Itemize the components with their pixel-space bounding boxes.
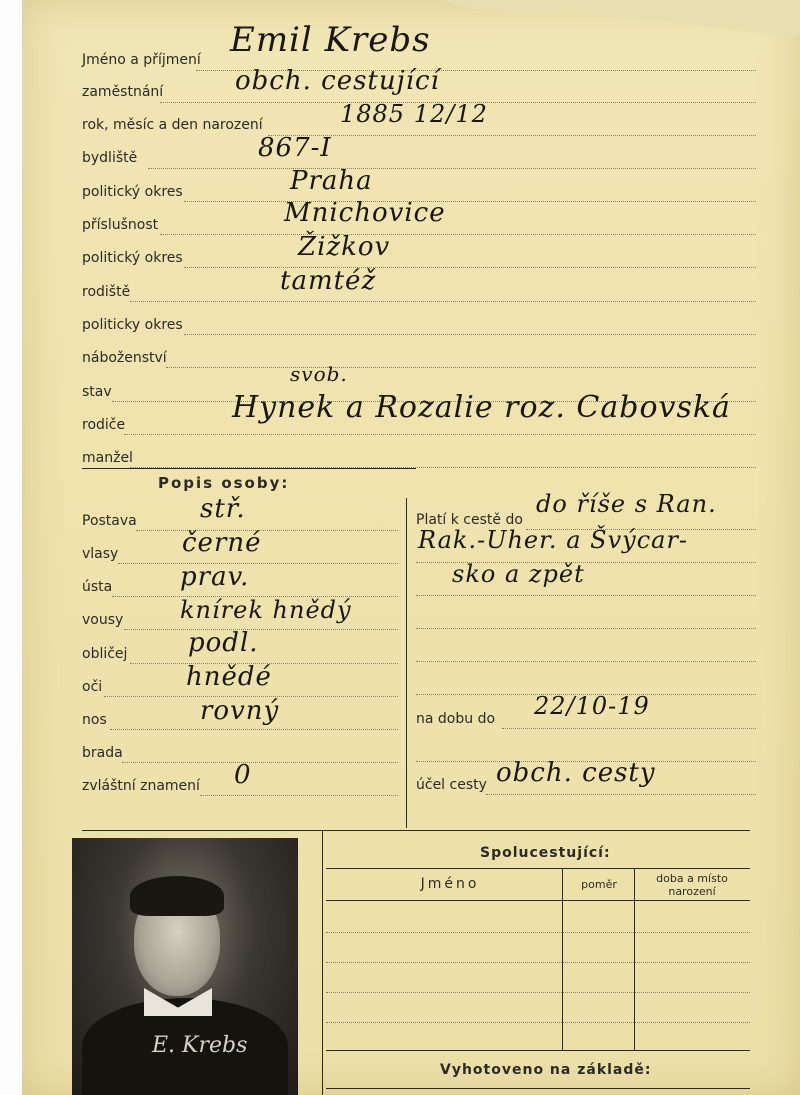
value-residence: 867-I xyxy=(258,133,332,163)
column-birth: doba a místo narození xyxy=(656,872,728,898)
label-occupation: zaměstnání xyxy=(82,84,164,100)
photo-signature: E. Krebs xyxy=(152,1033,248,1058)
label-face: obličej xyxy=(82,646,128,662)
column-name: Jméno xyxy=(420,876,480,892)
label-parents: rodiče xyxy=(82,417,126,433)
value-district-1: Praha xyxy=(290,166,373,196)
photo-hair xyxy=(130,876,224,916)
value-occupation: obch. cestující xyxy=(235,66,440,96)
issued-title: Vyhotoveno na základě: xyxy=(440,1062,652,1078)
label-hair: vlasy xyxy=(82,546,119,562)
column-relation: poměr xyxy=(581,878,617,891)
value-eyes: hnědé xyxy=(186,662,272,692)
value-parents: Hynek a Rozalie roz. Cabovská xyxy=(232,390,731,425)
lower-divider xyxy=(82,830,750,831)
section-divider xyxy=(82,468,416,469)
label-birthplace: rodiště xyxy=(82,284,131,300)
label-purpose: účel cesty xyxy=(416,777,487,793)
label-valid-to: Platí k cestě do xyxy=(416,512,523,528)
label-district-2: politický okres xyxy=(82,250,183,266)
label-residence: bydliště xyxy=(82,150,138,166)
label-birth: rok, měsíc a den narození xyxy=(82,117,263,133)
value-birth: 1885 12/12 xyxy=(340,100,488,128)
label-spouse: manžel xyxy=(82,450,133,466)
label-build: Postava xyxy=(82,513,137,529)
value-hair: černé xyxy=(182,528,262,558)
value-nose: rovný xyxy=(200,696,280,726)
companions-title: Spolucestující: xyxy=(480,845,611,861)
value-status: svob. xyxy=(290,362,348,386)
label-beard: vousy xyxy=(82,612,124,628)
label-belonging: příslušnost xyxy=(82,217,159,233)
value-mouth: prav. xyxy=(180,562,250,592)
value-marks: 0 xyxy=(234,760,252,790)
torn-corner xyxy=(442,0,800,42)
label-name: Jméno a příjmení xyxy=(82,52,201,68)
value-face: podl. xyxy=(188,628,259,658)
value-valid-to-2: Rak.-Uher. a Švýcar- xyxy=(418,526,689,554)
label-eyes: oči xyxy=(82,679,103,695)
value-beard: knírek hnědý xyxy=(180,596,352,624)
value-valid-to-1: do říše s Ran. xyxy=(536,490,717,518)
label-period: na dobu do xyxy=(416,711,496,727)
value-purpose: obch. cesty xyxy=(496,758,656,788)
column-divider xyxy=(406,498,407,828)
value-birthplace: tamtéž xyxy=(280,266,377,296)
value-build: stř. xyxy=(200,494,246,524)
label-marks: zvláštní znamení xyxy=(82,778,200,794)
lower-column-divider xyxy=(322,830,323,1095)
value-name: Emil Krebs xyxy=(230,20,431,60)
label-district-3: politicky okres xyxy=(82,317,183,333)
label-district-1: politický okres xyxy=(82,184,183,200)
description-heading: Popis osoby: xyxy=(158,474,290,492)
portrait-photo xyxy=(72,838,298,1095)
value-district-2: Žižkov xyxy=(298,232,391,262)
label-nose: nos xyxy=(82,712,107,728)
label-mouth: ústa xyxy=(82,579,113,595)
value-valid-to-3: sko a zpět xyxy=(452,560,585,588)
value-belonging: Mnichovice xyxy=(284,198,446,228)
label-religion: náboženství xyxy=(82,350,167,366)
label-status: stav xyxy=(82,384,112,400)
label-chin: brada xyxy=(82,745,123,761)
value-period: 22/10-19 xyxy=(534,692,650,720)
